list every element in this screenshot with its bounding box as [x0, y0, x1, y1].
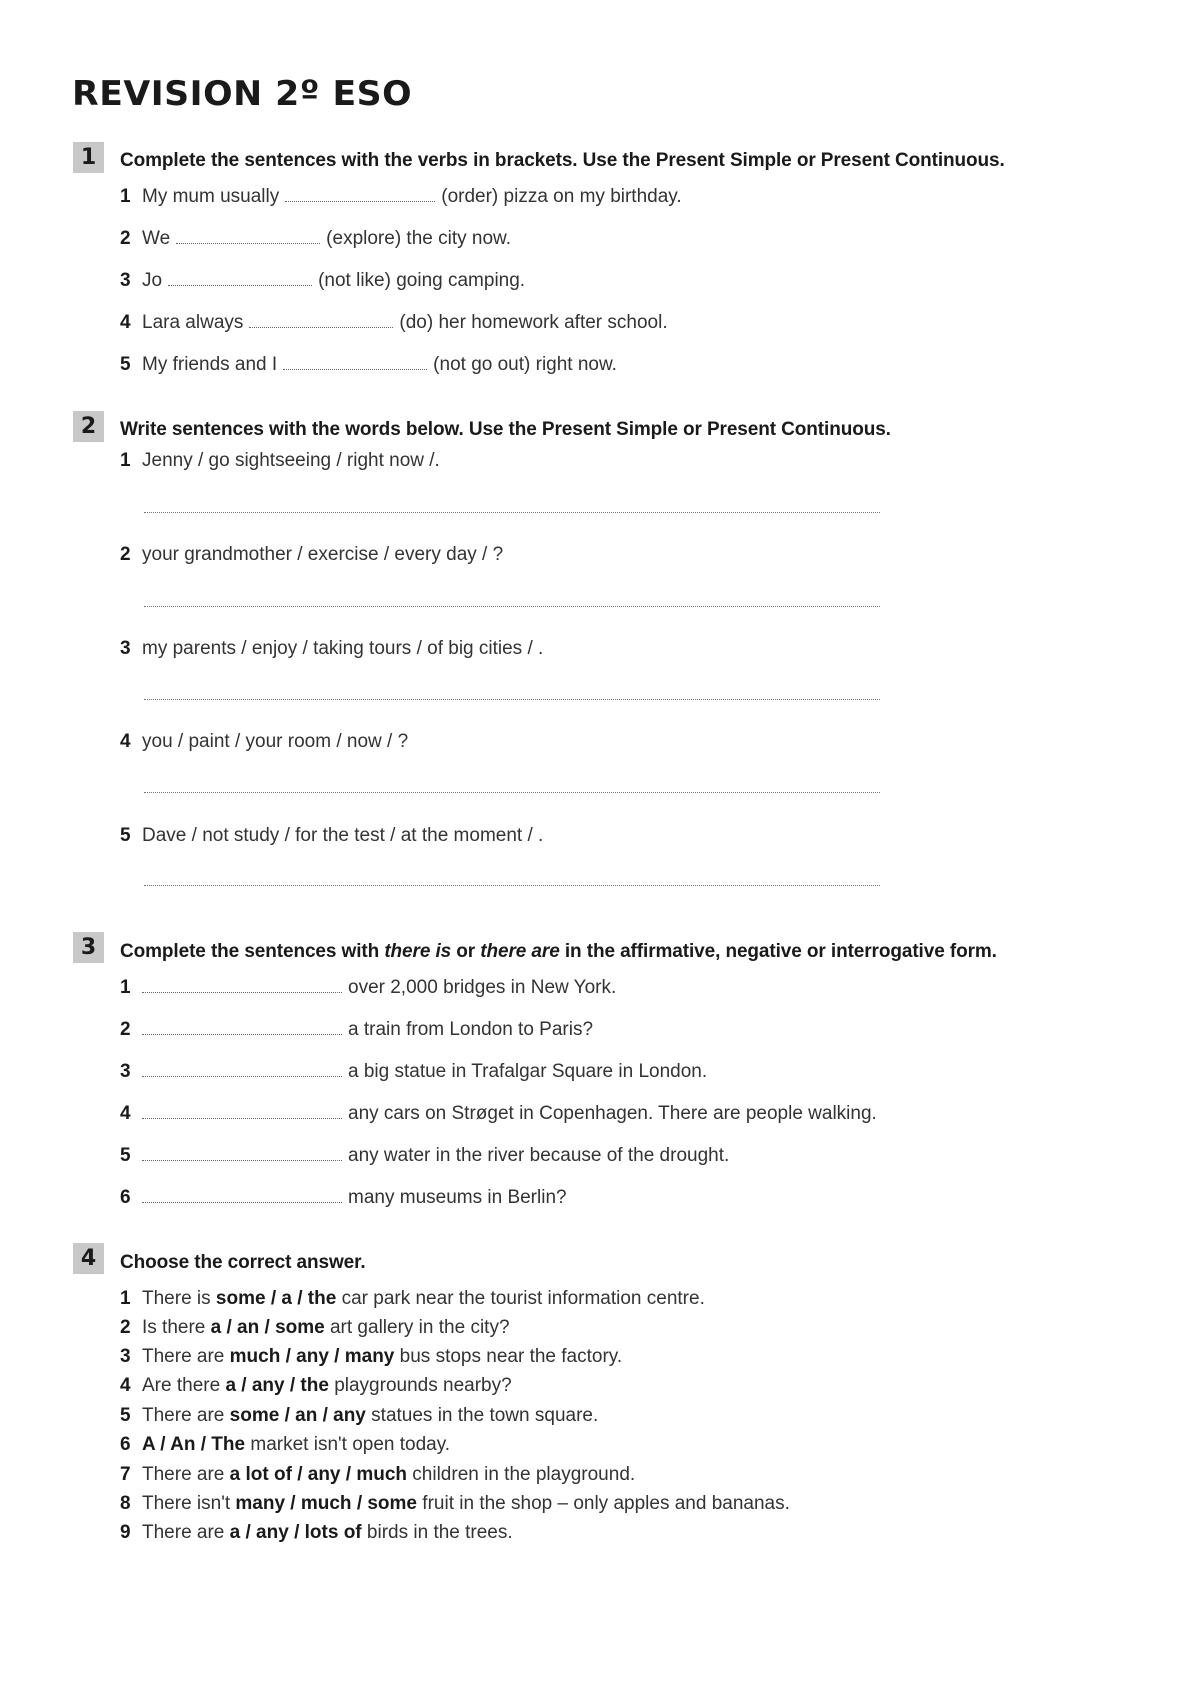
exercise-item [120, 270, 525, 292]
answer-options[interactable]: a / an / some [210, 1317, 325, 1338]
item-text-before: Jo [142, 270, 163, 291]
item-number: 5 [120, 825, 131, 846]
answer-blank[interactable] [283, 354, 427, 370]
answer-options[interactable]: many / much / some [235, 1493, 418, 1514]
item-text-after: over 2,000 bridges in New York. [348, 977, 617, 998]
item-text-after: (not like) going camping. [318, 270, 526, 291]
section-number-badge: 4 [73, 1243, 104, 1274]
item-text-after: any cars on Strøget in Copenhagen. There are people walking. [348, 1103, 877, 1124]
multiple-choice-item: 6 A / An / The market isn't open today. [120, 1434, 451, 1455]
item-text-after: any water in the river because of the drought. [348, 1145, 730, 1166]
item-number: 2 [120, 228, 131, 249]
answer-blank[interactable] [142, 1145, 342, 1161]
answer-options[interactable]: a / any / lots of [229, 1522, 362, 1543]
item-text-after: a big statue in Trafalgar Square in London. [348, 1061, 708, 1082]
item-number: 3 [120, 638, 131, 659]
exercise-item [120, 544, 503, 566]
multiple-choice-item: 3 There are much / any / many bus stops near the factory. [120, 1346, 623, 1367]
answer-line[interactable] [144, 792, 880, 793]
multiple-choice-item: 9 There are a / any / lots of birds in the trees. [120, 1522, 513, 1543]
exercise-item [120, 1061, 707, 1083]
answer-line[interactable] [144, 512, 880, 513]
multiple-choice-item: 7 There are a lot of / any / much children in the playground. [120, 1464, 636, 1485]
item-number: 5 [120, 1145, 131, 1166]
item-prompt: Jenny / go sightseeing / right now /. [142, 450, 440, 471]
item-prompt: my parents / enjoy / taking tours / of big cities / . [142, 638, 544, 659]
answer-blank[interactable] [285, 186, 435, 202]
section-instruction: Complete the sentences with the verbs in brackets. Use the Present Simple or Present Continuous. [120, 150, 1005, 171]
answer-blank[interactable] [168, 270, 312, 286]
answer-blank[interactable] [142, 1019, 342, 1035]
answer-options[interactable]: some / an / any [229, 1405, 366, 1426]
item-prompt: Dave / not study / for the test / at the moment / . [142, 825, 544, 846]
exercise-item [120, 1145, 729, 1167]
item-number: 1 [120, 977, 131, 998]
item-text-before: Lara always [142, 312, 244, 333]
item-text-before: We [142, 228, 171, 249]
multiple-choice-item: 2 Is there a / an / some art gallery in the city? [120, 1317, 510, 1338]
item-number: 4 [120, 1103, 131, 1124]
multiple-choice-item: 4 Are there a / any / the playgrounds nearby? [120, 1375, 512, 1396]
answer-blank[interactable] [142, 1103, 342, 1119]
multiple-choice-item: 8 There isn't many / much / some fruit in the shop – only apples and bananas. [120, 1493, 790, 1514]
item-number: 3 [120, 1061, 131, 1082]
item-number: 1 [120, 450, 131, 471]
multiple-choice-item: 1 There is some / a / the car park near the tourist information centre. [120, 1288, 705, 1309]
section-instruction: Write sentences with the words below. Use the Present Simple or Present Continuous. [120, 419, 891, 440]
section-number-badge: 1 [73, 142, 104, 173]
exercise-item [120, 1187, 567, 1209]
exercise-item [120, 228, 511, 250]
item-text-after: (not go out) right now. [433, 354, 617, 375]
exercise-item [120, 312, 668, 334]
answer-line[interactable] [144, 606, 880, 607]
item-text-after: a train from London to Paris? [348, 1019, 594, 1040]
answer-blank[interactable] [142, 1061, 342, 1077]
section-instruction: Complete the sentences with there is or there are in the affirmative, negative or interrogative form. [120, 941, 997, 962]
multiple-choice-item: 5 There are some / an / any statues in the town square. [120, 1405, 599, 1426]
item-prompt: you / paint / your room / now / ? [142, 731, 409, 752]
item-number: 5 [120, 354, 131, 375]
exercise-item [120, 354, 617, 376]
item-text-before: My mum usually [142, 186, 280, 207]
section-instruction: Choose the correct answer. [120, 1252, 366, 1273]
item-number: 4 [120, 312, 131, 333]
answer-blank[interactable] [176, 228, 320, 244]
answer-blank[interactable] [142, 1187, 342, 1203]
exercise-item [120, 186, 682, 208]
section-number-badge: 2 [73, 411, 104, 442]
answer-blank[interactable] [249, 312, 393, 328]
answer-line[interactable] [144, 699, 880, 700]
exercise-item [120, 825, 543, 847]
item-text-before: My friends and I [142, 354, 278, 375]
answer-options[interactable]: a lot of / any / much [229, 1464, 408, 1485]
answer-blank[interactable] [142, 977, 342, 993]
exercise-item [120, 638, 543, 660]
item-text-after: (do) her homework after school. [399, 312, 668, 333]
item-number: 3 [120, 270, 131, 291]
exercise-item [120, 731, 408, 753]
answer-options[interactable]: much / any / many [229, 1346, 395, 1367]
item-prompt: your grandmother / exercise / every day / ? [142, 544, 504, 565]
answer-options[interactable]: some / a / the [215, 1288, 337, 1309]
item-number: 1 [120, 186, 131, 207]
item-number: 4 [120, 731, 131, 752]
section-number-badge: 3 [73, 932, 104, 963]
exercise-item [120, 977, 616, 999]
exercise-item [120, 450, 440, 472]
exercise-item [120, 1019, 593, 1041]
answer-options[interactable]: A / An / The [142, 1434, 246, 1455]
item-text-after: many museums in Berlin? [348, 1187, 567, 1208]
item-number: 6 [120, 1187, 131, 1208]
item-number: 2 [120, 544, 131, 565]
page-title: REVISION 2º ESO [72, 74, 413, 114]
item-number: 2 [120, 1019, 131, 1040]
exercise-item [120, 1103, 877, 1125]
answer-options[interactable]: a / any / the [225, 1375, 329, 1396]
item-text-after: (explore) the city now. [326, 228, 511, 249]
answer-line[interactable] [144, 885, 880, 886]
item-text-after: (order) pizza on my birthday. [441, 186, 682, 207]
